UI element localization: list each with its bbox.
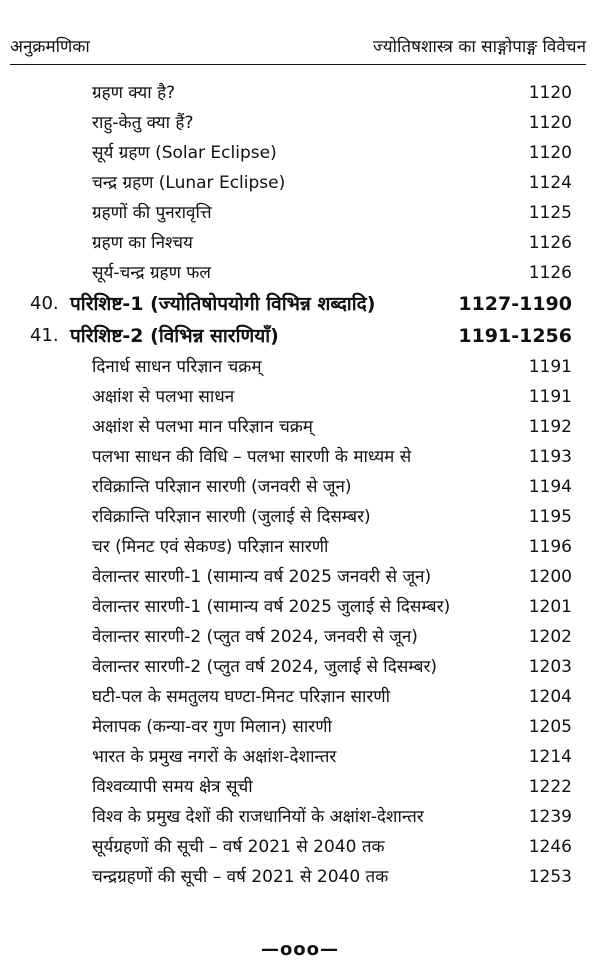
toc-entry-title: अक्षांश से पलभा साधन [92, 387, 235, 407]
toc-page-number: 1191-1256 [458, 325, 572, 347]
toc-entry-title: ग्रहणों की पुनरावृत्ति [92, 203, 212, 223]
toc-page-number: 1200 [528, 567, 572, 587]
toc-page-number: 1120 [528, 83, 572, 103]
toc-entry-row [0, 682, 600, 712]
toc-entry-row [0, 412, 600, 442]
toc-entry-title: विश्वव्यापी समय क्षेत्र सूची [92, 777, 253, 797]
toc-entry-row [0, 772, 600, 802]
toc-entry-title: परिशिष्ट-1 (ज्योतिषोपयोगी विभिन्न शब्दादि) [70, 293, 376, 315]
toc-entry-title: ग्रहण क्या है? [92, 83, 176, 103]
toc-entry-row [0, 652, 600, 682]
toc-entry-title: दिनार्ध साधन परिज्ञान चक्रम् [92, 357, 262, 377]
chapter-number: 41. [30, 325, 59, 346]
toc-entry-row [0, 862, 600, 892]
toc-entry-row [0, 712, 600, 742]
toc-entry-row [0, 622, 600, 652]
toc-page-number: 1124 [528, 173, 572, 193]
toc-entry-row [0, 78, 600, 108]
toc-entry-title: वेलान्तर सारणी-1 (सामान्य वर्ष 2025 जनवरी से जून) [92, 567, 432, 587]
toc-chapter-row [0, 288, 600, 320]
toc-entry-title: सूर्य-चन्द्र ग्रहण फल [92, 263, 211, 283]
toc-entry-title: भारत के प्रमुख नगरों के अक्षांश-देशान्तर [92, 747, 337, 767]
toc-entry-title: सूर्यग्रहणों की सूची – वर्ष 2021 से 2040 तक [92, 837, 385, 857]
end-ornament: —ooo— [260, 939, 340, 960]
toc-page-number: 1195 [528, 507, 572, 527]
toc-entry-row [0, 562, 600, 592]
toc-entry-row [0, 198, 600, 228]
toc-entry-title: विश्व के प्रमुख देशों की राजधानियों के अक्षांश-देशान्तर [92, 807, 424, 827]
page-header [10, 34, 586, 57]
toc-page-number: 1193 [528, 447, 572, 467]
toc-entry-row [0, 228, 600, 258]
toc-page-number: 1120 [528, 113, 572, 133]
toc-page-number: 1126 [528, 263, 572, 283]
toc-page-number: 1126 [528, 233, 572, 253]
toc-page-number: 1205 [528, 717, 572, 737]
toc-entry-row [0, 352, 600, 382]
toc-entry-row [0, 442, 600, 472]
toc-entry-row [0, 802, 600, 832]
toc-entry-row [0, 258, 600, 288]
toc-entry-row [0, 168, 600, 198]
header-left-title: अनुक्रमणिका [10, 37, 90, 57]
toc-entry-title: परिशिष्ट-2 (विभिन्न सारणियाँ) [70, 325, 279, 347]
toc-page-number: 1194 [528, 477, 572, 497]
toc-entry-title: अक्षांश से पलभा मान परिज्ञान चक्रम् [92, 417, 313, 437]
toc-entry-title: वेलान्तर सारणी-2 (प्लुत वर्ष 2024, जनवरी से जून) [92, 627, 418, 647]
toc-entry-row [0, 138, 600, 168]
toc-page-number: 1222 [528, 777, 572, 797]
toc-entry-row [0, 532, 600, 562]
toc-entry-title: ग्रहण का निश्चय [92, 233, 193, 253]
toc-page-number: 1202 [528, 627, 572, 647]
toc-entry-row [0, 742, 600, 772]
toc-page-number: 1120 [528, 143, 572, 163]
toc-entry-title: वेलान्तर सारणी-1 (सामान्य वर्ष 2025 जुलाई से दिसम्बर) [92, 597, 451, 617]
toc-page-number: 1246 [528, 837, 572, 857]
toc-entry-row [0, 502, 600, 532]
toc-entry-title: पलभा साधन की विधि – पलभा सारणी के माध्यम से [92, 447, 412, 467]
toc-entry-row [0, 832, 600, 862]
toc-page-number: 1192 [528, 417, 572, 437]
toc-entry-title: वेलान्तर सारणी-2 (प्लुत वर्ष 2024, जुलाई से दिसम्बर) [92, 657, 438, 677]
toc-entry-title: चन्द्रग्रहणों की सूची – वर्ष 2021 से 2040 तक [92, 867, 389, 887]
toc-page-number: 1125 [528, 203, 572, 223]
header-right-title: ज्योतिषशास्त्र का साङ्गोपाङ्ग विवेचन [373, 37, 586, 57]
toc-entry-title: सूर्य ग्रहण (Solar Eclipse) [92, 143, 277, 163]
toc-entry-title: चर (मिनट एवं सेकण्ड) परिज्ञान सारणी [92, 537, 329, 557]
toc-page-number: 1239 [528, 807, 572, 827]
toc-entry-row [0, 472, 600, 502]
toc-entry-title: घटी-पल के समतुलय घण्टा-मिनट परिज्ञान सारणी [92, 687, 391, 707]
toc-chapter-row [0, 320, 600, 352]
toc-page-number: 1214 [528, 747, 572, 767]
toc-entry-title: रविक्रान्ति परिज्ञान सारणी (जनवरी से जून) [92, 477, 352, 497]
toc-entry-title: रविक्रान्ति परिज्ञान सारणी (जुलाई से दिसम्बर) [92, 507, 371, 527]
toc-page-number: 1203 [528, 657, 572, 677]
toc-entry-title: मेलापक (कन्या-वर गुण मिलान) सारणी [92, 717, 332, 737]
toc-entry-row [0, 382, 600, 412]
chapter-number: 40. [30, 293, 59, 314]
toc-page-number: 1191 [528, 357, 572, 377]
toc-page-number: 1201 [528, 597, 572, 617]
toc-page-number: 1253 [528, 867, 572, 887]
toc-entry-title: चन्द्र ग्रहण (Lunar Eclipse) [92, 173, 286, 193]
toc-page-number: 1196 [528, 537, 572, 557]
toc-page-number: 1204 [528, 687, 572, 707]
toc-entry-row [0, 108, 600, 138]
toc-page-number: 1191 [528, 387, 572, 407]
toc-entry-title: राहु-केतु क्या हैं? [92, 113, 194, 133]
toc-page-number: 1127-1190 [458, 293, 572, 315]
header-rule [10, 64, 586, 65]
table-of-contents [0, 78, 600, 892]
toc-entry-row [0, 592, 600, 622]
